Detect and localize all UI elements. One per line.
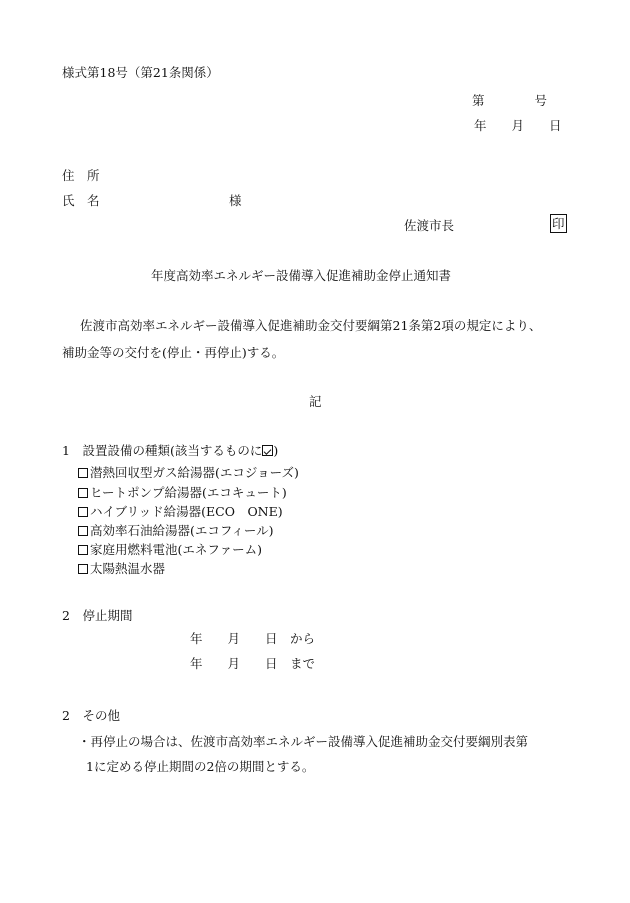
equipment-option-5[interactable] [78,544,262,557]
address-label: 住 所 [62,168,100,183]
name-label: 氏 名 [62,193,100,208]
period-from-line: 年 月 日 から [190,631,316,646]
equipment-label: 家庭用燃料電池(エネファーム) [90,542,263,557]
checkbox-icon[interactable] [78,526,88,536]
body-line-1: 佐渡市高効率エネルギー設備導入促進補助金交付要綱第21条第2項の規定により、 [80,318,542,333]
equipment-option-6[interactable] [78,563,165,576]
seal-box: 印 [552,216,565,231]
equipment-label: ハイブリッド給湯器(ECO ONE) [90,504,283,519]
honorific: 様 [229,193,242,208]
equipment-label: 高効率石油給湯器(エコフィール) [90,523,274,538]
seal-mark [550,218,567,231]
equipment-option-1[interactable] [78,467,299,480]
date-line: 年 月 日 [474,118,562,133]
equipment-label: ヒートポンプ給湯器(エコキュート) [90,485,287,500]
checkbox-icon[interactable] [78,488,88,498]
document-title: 年度高効率エネルギー設備導入促進補助金停止通知書 [151,268,452,283]
checkbox-icon[interactable] [78,564,88,574]
mayor-title: 佐渡市長 [404,218,455,233]
section1-heading-text: 1 設置設備の種類(該当するものに [62,443,263,458]
ki-heading: 記 [309,394,322,409]
section1-heading-close: ) [273,443,279,458]
document-number-line: 第 号 [472,93,548,108]
equipment-option-4[interactable] [78,525,274,538]
section1-heading [62,445,278,458]
other-note-line-2: 1に定める停止期間の2倍の期間とする。 [86,759,315,774]
checkbox-icon[interactable] [78,545,88,555]
checked-box-icon [262,445,273,456]
equipment-label: 潜熱回収型ガス給湯器(エコジョーズ) [90,465,299,480]
body-line-2: 補助金等の交付を(停止・再停止)する。 [62,345,285,360]
period-to-line: 年 月 日 まで [190,656,316,671]
other-note-line-1: ・再停止の場合は、佐渡市高効率エネルギー設備導入促進補助金交付要綱別表第 [78,734,529,749]
section2-heading: 2 停止期間 [62,608,133,623]
equipment-label: 太陽熱温水器 [90,561,166,576]
equipment-option-3[interactable] [78,506,283,519]
checkbox-icon[interactable] [78,468,88,478]
equipment-option-2[interactable] [78,487,287,500]
checkbox-icon[interactable] [78,507,88,517]
form-number: 様式第18号（第21条関係） [62,65,219,80]
section3-heading: 2 その他 [62,708,120,723]
